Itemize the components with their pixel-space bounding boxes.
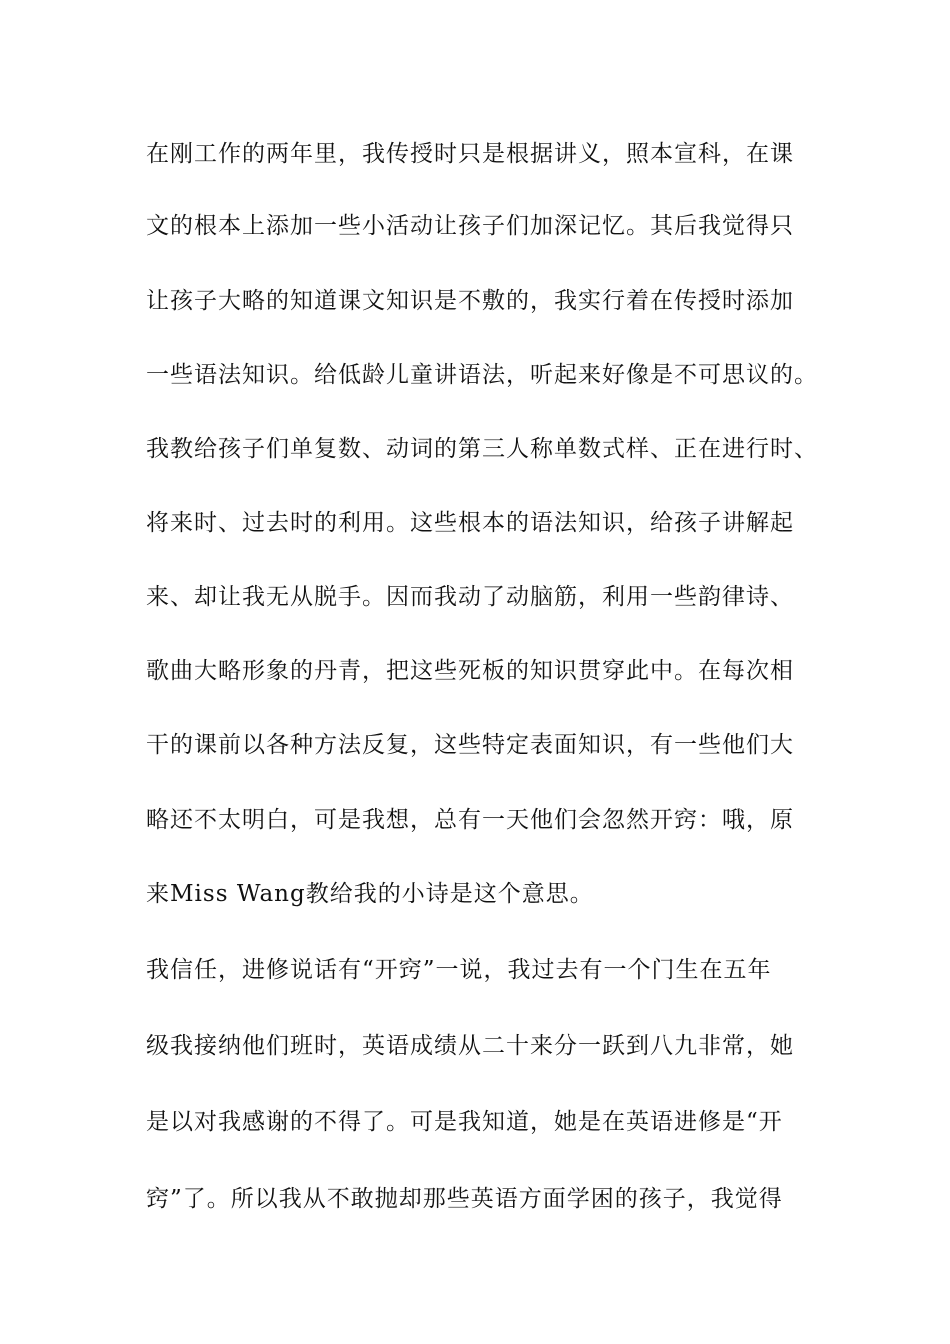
text-line: 文的根本上添加一些小活动让孩子们加深记忆。其后我觉得只: [146, 213, 794, 239]
text-line: 干的课前以各种方法反复，这些特定表面知识，有一些他们大: [146, 732, 794, 758]
text-line: 略还不太明白，可是我想，总有一天他们会忽然开窍：哦，原: [146, 807, 794, 833]
text-line: 级我接纳他们班时，英语成绩从二十来分一跃到八九非常，她: [146, 1033, 794, 1059]
text-line: 来Miss Wang教给我的小诗是这个意思。: [146, 881, 594, 907]
text-line: 是以对我感谢的不得了。可是我知道，她是在英语进修是“开: [146, 1109, 783, 1135]
text-line: 窍”了。所以我从不敢抛却那些英语方面学困的孩子，我觉得: [146, 1186, 783, 1212]
text-line: 歌曲大略形象的丹青，把这些死板的知识贯穿此中。在每次相: [146, 658, 794, 684]
text-line: 一些语法知识。给低龄儿童讲语法，听起来好像是不可思议的。: [146, 362, 818, 388]
text-line: 来、却让我无从脱手。因而我动了动脑筋，利用一些韵律诗、: [146, 584, 794, 610]
text-line: 在刚工作的两年里，我传授时只是根据讲义，照本宣科，在课: [146, 141, 794, 167]
text-line: 让孩子大略的知道课文知识是不敷的，我实行着在传授时添加: [146, 288, 794, 314]
text-line: 我信任，进修说话有“开窍”一说，我过去有一个门生在五年: [146, 957, 772, 983]
text-line: 将来时、过去时的利用。这些根本的语法知识，给孩子讲解起: [146, 510, 794, 536]
text-line: 我教给孩子们单复数、动词的第三人称单数式样、正在进行时、: [146, 436, 818, 462]
